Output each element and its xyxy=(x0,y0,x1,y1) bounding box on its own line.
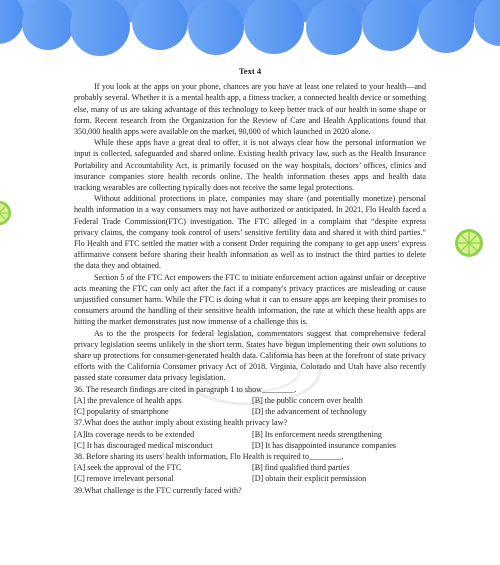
answer-option: [B] Its enforcement needs strengthening xyxy=(252,429,382,439)
answer-option: [C] popularity of smartphone xyxy=(74,407,169,417)
document-page xyxy=(74,66,426,496)
paragraph: Section 5 of the FTC Act empowers the FTC to initiate enforcement action against unfair or deceptive acts meaning the FTC can only act after the fact if a company's privacy practices are misleading or cause unjustified consumer harm. While the FTC is doing what it can to ensure apps are keeping their promises to consumers around the handling of their sensitive health information, the rate at which these health apps are hitting the market demonstrates just now immense of a challenge this is. xyxy=(74,272,426,327)
answer-option: [B] find qualified third parties xyxy=(252,463,350,473)
answer-option: [C] remove irrelevant personal xyxy=(74,474,174,484)
page-title: Text 4 xyxy=(238,66,262,76)
paragraph: Without additional protections in place, companies may share (and potentially monetize) personal health information in a way consumers may not have authorized or anticipated. In 2021, Flo Health faced a Federal Trade Commission(FTC) investigation. The FTC alleged in a complaint that “despite express privacy claims, the company took control of users’ sensitive fertility data and shared it with third parties.” Flo Health and FTC settled the matter with a consent Drder requiring the company to get app users’ express affirmative consent before sharing their health information as well as to instruct the third parties to delete the data they and obtained. xyxy=(74,194,426,271)
answer-option: [B] the public concern over health xyxy=(252,395,363,405)
question-options xyxy=(74,395,426,417)
answer-option: [A] the prevalence of health apps xyxy=(74,395,182,405)
question-options xyxy=(74,462,426,484)
answer-option: [D] the advancement of technology xyxy=(252,407,367,417)
answer-option: [D] obtain their explicit permission xyxy=(252,474,367,484)
answer-option: [D] It has disappointed insurance companies xyxy=(252,440,397,450)
answer-option: [A]Its coverage needs to be extended xyxy=(74,429,195,439)
question-stem: 39.What challenge is the FTC currently faced with? xyxy=(74,485,242,495)
question-stem: 38. Before sharing its users' health information, Flo Health is required to________. xyxy=(74,451,344,461)
answer-option: [C] It has discouraged medical misconduct xyxy=(74,440,213,450)
question-stem: 37.What does the author imply about existing health privacy law? xyxy=(74,418,288,428)
cloud-header-decoration xyxy=(0,0,500,62)
question-stem: 36. The research findings are cited in paragraph 1 to show________. xyxy=(74,384,297,394)
paragraph: As to the the prospects for federal legislation, commentators suggest that comprehensive federal privacy legislation seems unlikely in the short term. States have begun implementing their own solutions to share up protections for consumer-generated health data. California has been at the forefront of state privacy efforts with the California Consumer privacy Act of 2018. Virginia, Colorado and Utah have also recently passed state consumer data privacy legislation. xyxy=(74,328,426,383)
lime-slice-icon xyxy=(0,200,12,226)
lime-slice-icon xyxy=(454,228,484,258)
question-options xyxy=(74,429,426,451)
paragraph: While these apps have a great deal to offer, it is not always clear how the personal information we input is collected, safeguarded and shared online. Existing health privacy law, such as the Health Insurance Portability and Accountability Act, is primarily focused on the way hospitals, doctors’ offices, clinics and insurance companies store health records online. The health information theses apps and health data tracking wearables are collecting typically does not receive the same legal protections. xyxy=(74,138,426,193)
paragraph: If you look at the apps on your phone, chances are you have at least one related to your health—and probably several. Whether it is a mental health app, a fitness tracker, a connected health device or something else, many of us are taking advantage of this technology to keep better track of our health in some shape or form. Recent research from the Organization for the Review of Care and Health Applications found that 350,000 health apps were available on the market, 90,000 of which launched in 2020 alone. xyxy=(74,82,426,137)
answer-option: [A] seek the approval of the FTC xyxy=(74,463,182,473)
